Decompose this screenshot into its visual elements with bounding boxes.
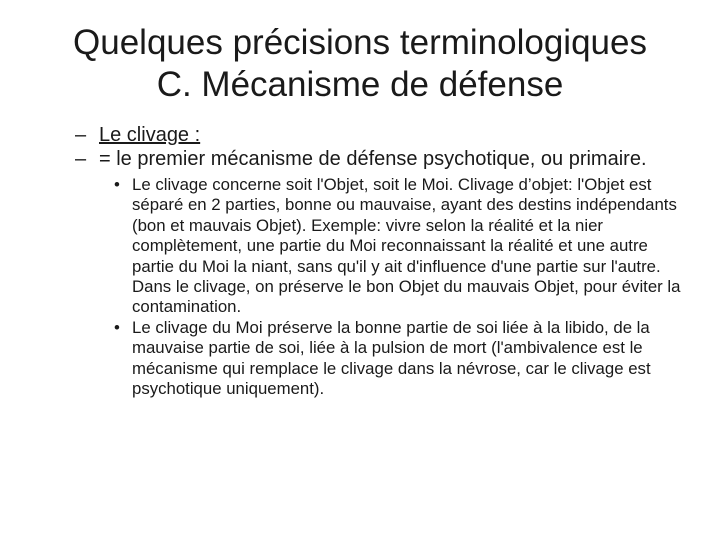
- slide-title-line-2: C. Mécanisme de défense: [156, 65, 564, 104]
- bullet-marker: •: [114, 175, 120, 194]
- list-item-text: = le premier mécanisme de défense psychotique, ou primaire.: [99, 148, 647, 170]
- slide-title-line-1: Quelques précisions terminologiques: [73, 23, 647, 62]
- dash-marker: –: [75, 148, 87, 170]
- sub-item-text: Le clivage concerne soit l'Objet, soit le Moi. Clivage d’objet: l'Objet est séparé en 2 parties, bonne ou mauvaise, ayant des destins indépendants (bon et mauvais Objet). Exemple: vivre selon la réalité et la nier complètement, une partie du Moi reconnaissant la réalité et une autre partie du Moi la niant, sans qu'il y ait d'influence d'une partie sur l'autre. Dans le clivage, on préserve le bon Objet du mauvais Objet, pour éviter la contamination.: [132, 175, 681, 317]
- list-item-definition: [75, 147, 689, 171]
- sub-item-clivage-moi: [114, 317, 692, 400]
- list-item-text: Le clivage :: [99, 124, 201, 146]
- list-item-clivage-heading: [75, 123, 689, 147]
- sub-item-text: Le clivage du Moi préserve la bonne partie de soi liée à la libido, de la mauvaise partie de soi, liée à la pulsion de mort (l'ambivalence est le mécanisme qui remplace le clivage dans la névrose, car le clivage est psychotique uniquement).: [132, 317, 651, 399]
- slide-title: [40, 22, 680, 106]
- slide-body: [0, 123, 720, 399]
- dash-marker: –: [75, 124, 87, 146]
- sub-item-clivage-objet: [114, 175, 692, 318]
- bullet-marker: •: [114, 317, 120, 337]
